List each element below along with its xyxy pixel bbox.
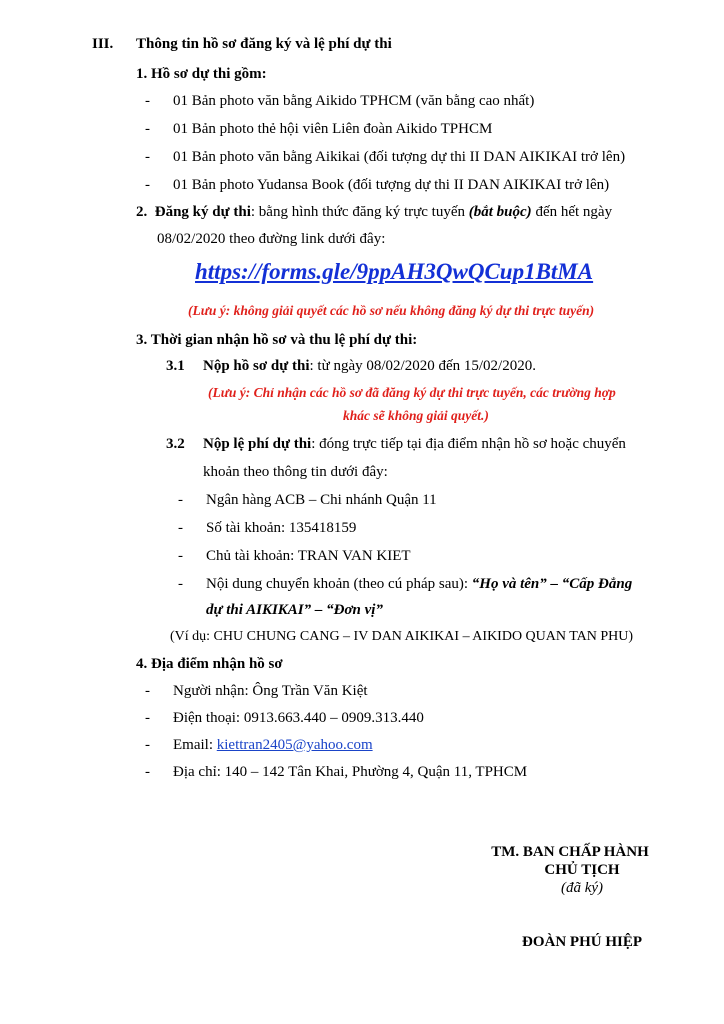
sub2-line2: khoản theo thông tin dưới đây: [203,464,388,480]
list-item: - 01 Bản photo văn bằng Aikikai (đối tượng dự thi II DAN AIKIKAI trở lên) [145,149,626,165]
list-item: - Chủ tài khoản: TRAN VAN KIET [178,548,411,564]
transfer-example: (Ví dụ: CHU CHUNG CANG – IV DAN AIKIKAI – AIKIDO QUAN TAN PHU) [170,629,634,644]
list-item: - Địa chỉ: 140 – 142 Tân Khai, Phường 4, Quận 11, TPHCM [145,764,528,780]
item1-heading: 1. Hồ sơ dự thi gồm: [136,66,267,82]
list-item: - 01 Bản photo văn bằng Aikido TPHCM (văn bằng cao nhất) [145,93,535,109]
list-item: - Số tài khoản: 135418159 [178,520,357,536]
list-item: - Nội dung chuyển khoản (theo cú pháp sau): “Họ và tên” – “Cấp Đẳng [178,576,633,592]
signature-org: TM. BAN CHẤP HÀNH [491,844,649,860]
item4-heading: 4. Địa điểm nhận hồ sơ [136,656,283,672]
email-link[interactable]: kiettran2405@yahoo.com [216,737,373,753]
sub1-number: 3.1 [166,358,185,374]
sub1-note-line1: (Lưu ý: Chỉ nhận các hồ sơ đã đăng ký dự thi trực tuyến, các trường hợp [208,385,616,400]
section-number: III. [92,36,114,52]
list-item: - Người nhận: Ông Trần Văn Kiệt [145,683,368,699]
signature-title: CHỦ TỊCH [544,862,620,878]
item2-note: (Lưu ý: không giải quyết các hồ sơ nếu không đăng ký dự thi trực tuyến) [188,303,595,318]
section-title: Thông tin hồ sơ đăng ký và lệ phí dự thi [136,36,392,52]
transfer-syntax-line2: dự thi AIKIKAI” – “Đơn vị” [206,602,383,618]
transfer-syntax: “Họ và tên” – “Cấp Đẳng [471,576,633,592]
list-item: - Ngân hàng ACB – Chi nhánh Quận 11 [178,492,437,508]
sub1-note-line2: khác sẽ không giải quyết.) [343,408,489,423]
list-item: - Email: kiettran2405@yahoo.com [145,737,373,753]
sub2-number: 3.2 [166,436,185,452]
list-item: - Điện thoại: 0913.663.440 – 0909.313.440 [145,710,424,726]
list-item: - 01 Bản photo thẻ hội viên Liên đoàn Aikido TPHCM [145,121,493,137]
item2-label: Đăng ký dự thi [154,204,251,220]
item2-line1: 2. Đăng ký dự thi: bằng hình thức đăng ký trực tuyến (bắt buộc) đến hết ngày [136,204,613,220]
sub2-line: Nộp lệ phí dự thi: đóng trực tiếp tại địa điểm nhận hồ sơ hoặc chuyển [203,436,626,452]
item3-heading: 3. Thời gian nhận hồ sơ và thu lệ phí dự thi: [136,332,418,348]
sub1-line: Nộp hồ sơ dự thi: từ ngày 08/02/2020 đến 15/02/2020. [203,358,536,374]
item2-emphasis: (bắt buộc) [468,204,532,220]
registration-form-link[interactable]: https://forms.gle/9ppAH3QwQCup1BtMA [195,259,594,284]
signature-name: ĐOÀN PHÚ HIỆP [522,934,642,950]
signature-signed: (đã ký) [560,880,604,896]
list-item: - 01 Bản photo Yudansa Book (đối tượng dự thi II DAN AIKIKAI trở lên) [145,177,610,193]
item2-line2: 08/02/2020 theo đường link dưới đây: [157,231,386,247]
